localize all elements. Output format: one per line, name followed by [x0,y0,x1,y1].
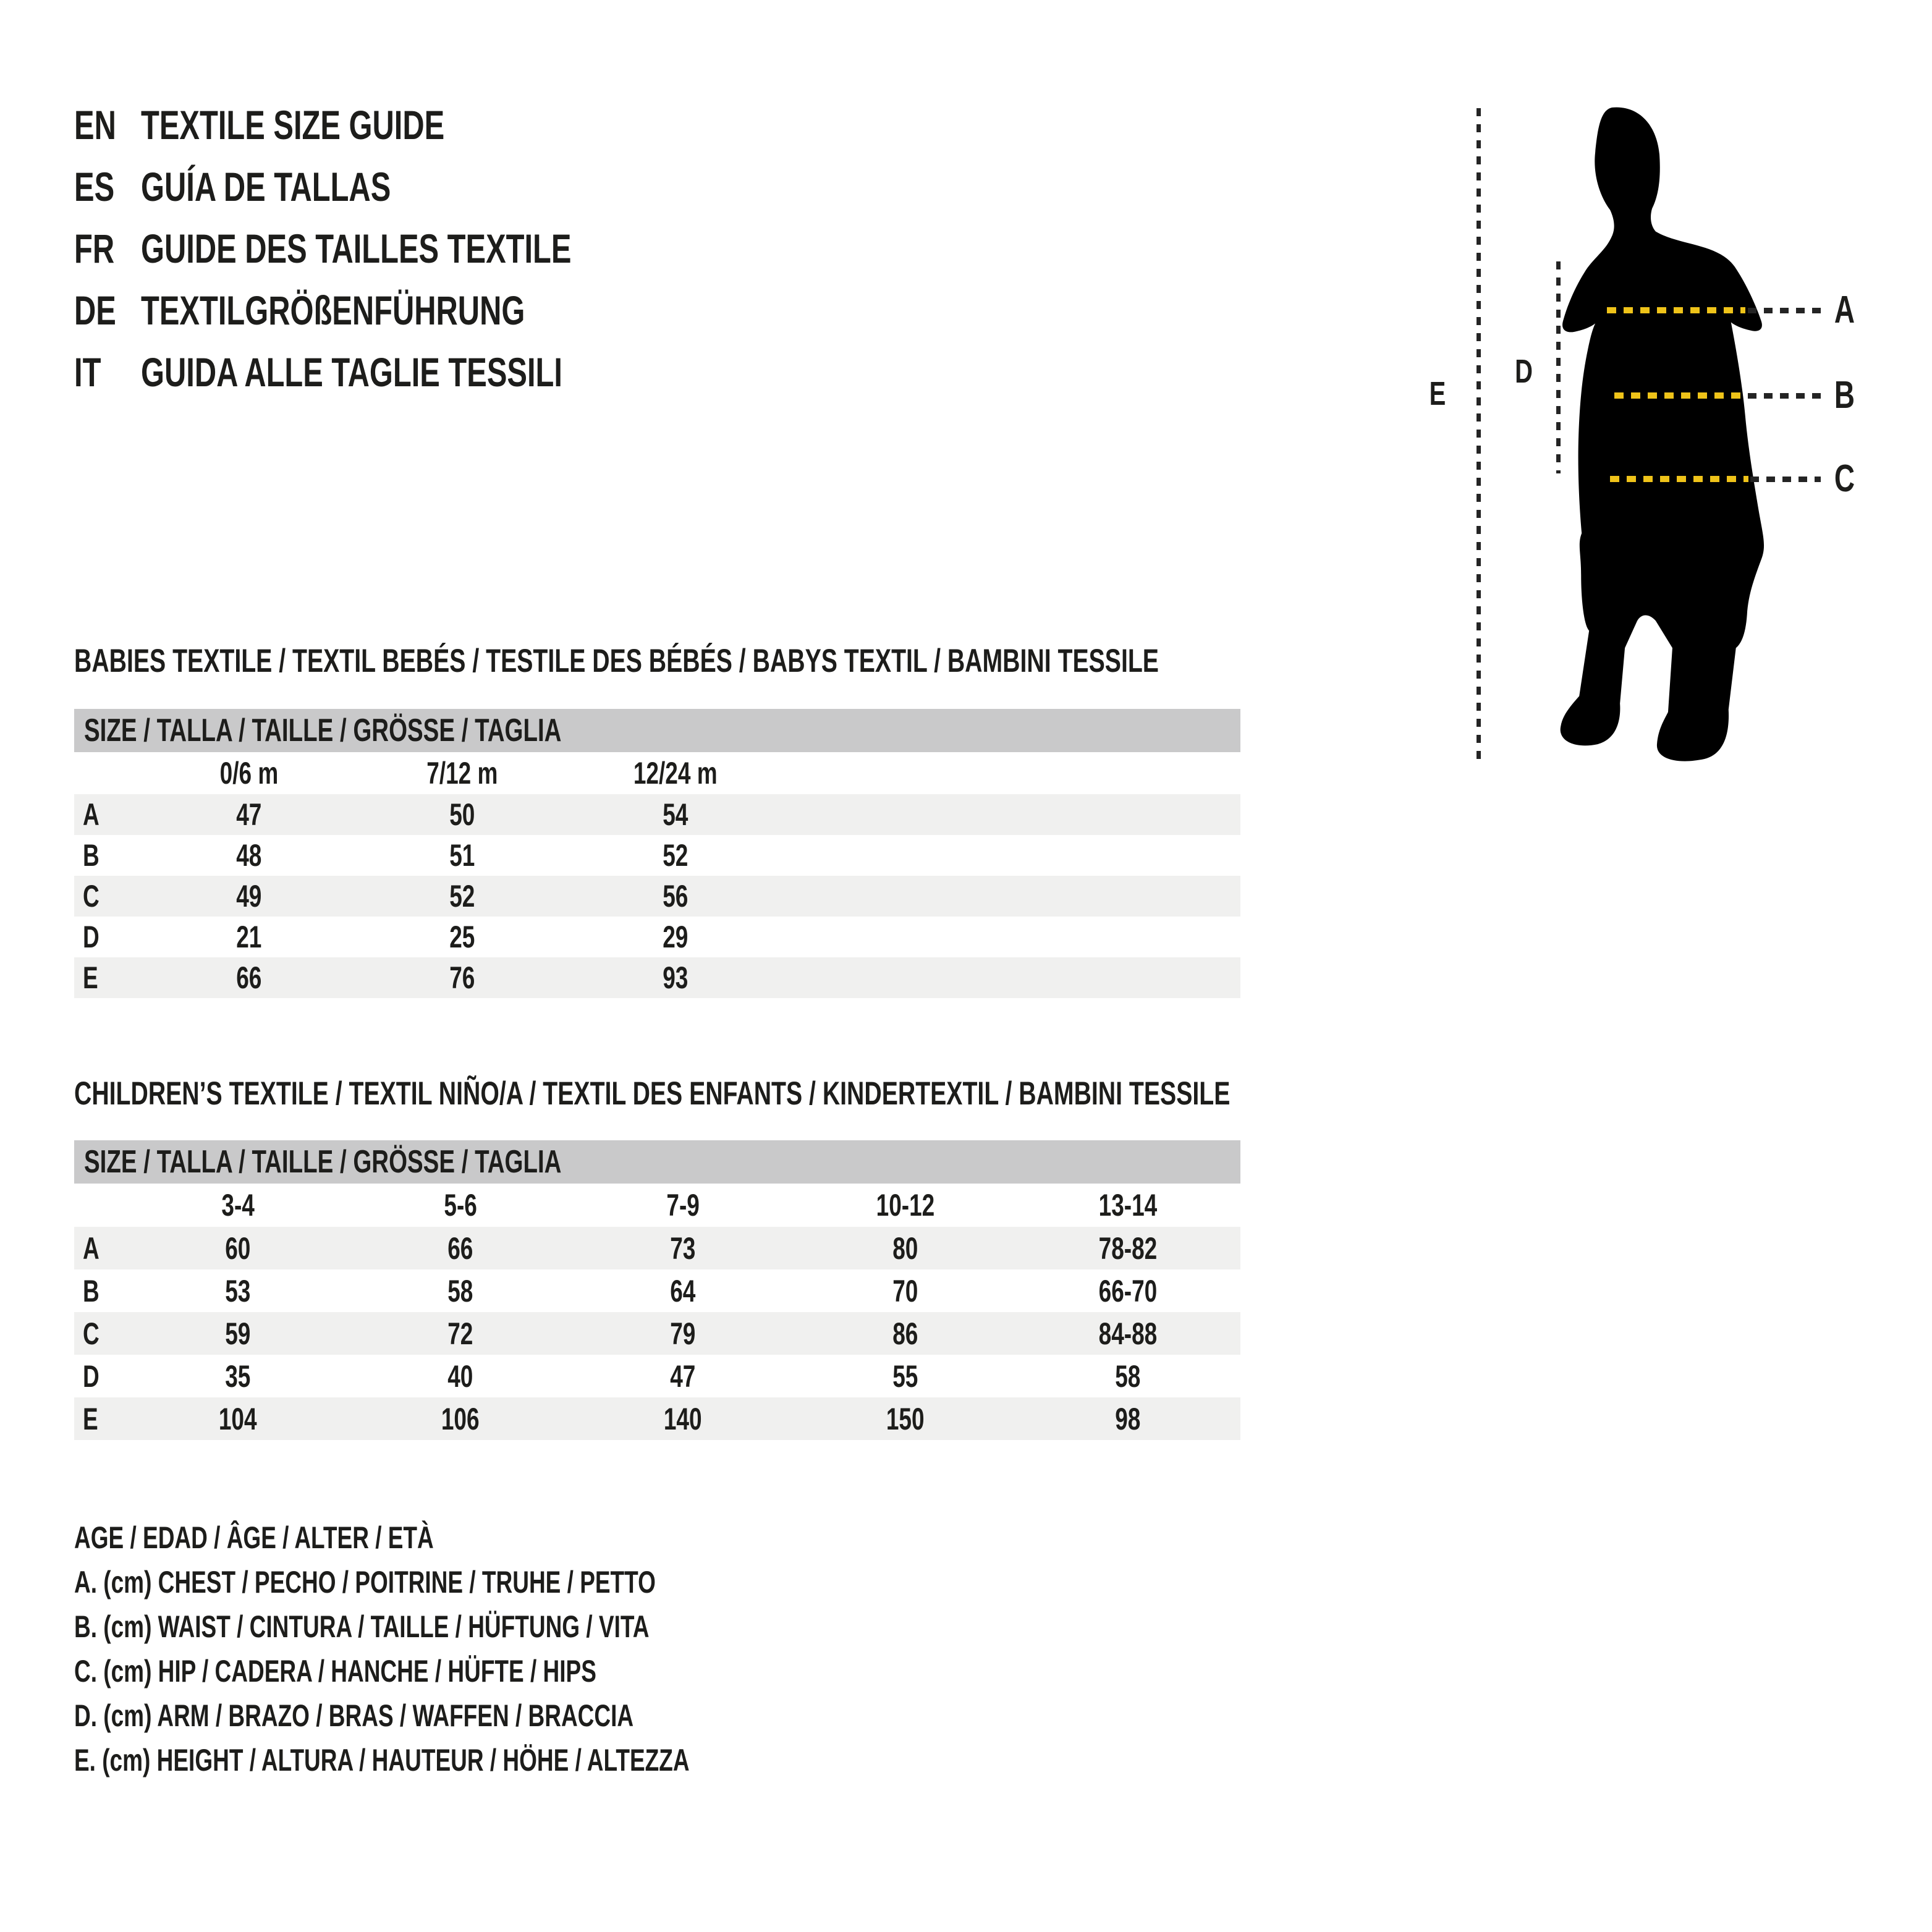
children-col-1: 5-6 [444,1188,477,1222]
legend-chest: A. (cm) CHEST / PECHO / POITRINE / TRUHE / PETTO [74,1565,656,1599]
legend-height: E. (cm) HEIGHT / ALTURA / HAUTEUR / HÖHE / ALTEZZA [74,1743,690,1777]
table-row: C 59 72 79 86 84-88 [74,1312,1240,1355]
babies-size-bar: SIZE / TALLA / TAILLE / GRÖSSE / TAGLIA [74,709,1240,752]
table-row: D 21 25 29 [83,920,688,954]
hip-line-dark [1750,477,1821,482]
chest-line-dark [1748,308,1821,313]
waist-line-dark [1748,393,1821,399]
chest-line-yellow [1607,307,1745,313]
page-title-it: GUIDA ALLE TAGLIE TESSILI [141,349,562,395]
children-col-2: 7-9 [666,1188,700,1222]
children-col-4: 13-14 [1098,1188,1158,1222]
table-row: E 66 76 93 [74,957,1240,998]
babies-col-0: 0/6 m [219,756,278,790]
children-col-3: 10-12 [876,1188,935,1222]
table-row: E 104 106 140 150 98 [74,1397,1240,1440]
language-row-en [74,94,722,156]
legend-age: AGE / EDAD / ÂGE / ALTER / ETÀ [74,1520,434,1555]
label-c: C [1834,457,1855,500]
page-title-de: TEXTILGRÖßENFÜHRUNG [141,287,525,333]
babies-col-1: 7/12 m [426,756,498,790]
child-silhouette [1520,104,1786,770]
legend-arm: D. (cm) ARM / BRAZO / BRAS / WAFFEN / BRACCIA [74,1698,634,1733]
label-e: E [1429,375,1446,412]
waist-line-yellow [1614,392,1742,399]
babies-header-row [74,752,1240,794]
lang-code-en: EN [74,102,116,148]
children-header-row [74,1184,1240,1227]
lang-code-it: IT [74,349,101,395]
babies-size-table [74,752,1240,998]
label-a: A [1834,289,1855,331]
lang-code-fr: FR [74,226,115,271]
babies-section-heading: BABIES TEXTILE / TEXTIL BEBÉS / TESTILE DES BÉBÉS / BABYS TEXTIL / BAMBINI TESSILE [74,643,1159,679]
children-size-table [74,1184,1240,1440]
table-row: A 47 50 54 [74,794,1240,835]
table-row: B 53 58 64 70 66-70 [83,1273,1158,1308]
legend-waist: B. (cm) WAIST / CINTURA / TAILLE / HÜFTUNG / VITA [74,1609,650,1644]
measurement-legend [74,1515,905,1782]
table-row: C 49 52 56 [74,876,1240,917]
child-silhouette-svg [1520,104,1786,770]
page-title-en: TEXTILE SIZE GUIDE [141,102,445,148]
lang-code-de: DE [74,287,116,333]
babies-col-2: 12/24 m [633,756,718,790]
hip-line-yellow [1610,476,1748,482]
table-row: D 35 40 47 55 58 [83,1358,1141,1394]
language-row-de [74,279,722,341]
children-col-0: 3-4 [221,1188,255,1222]
page-title-es: GUÍA DE TALLAS [141,164,391,210]
language-title-block [74,94,722,403]
language-row-es [74,156,722,218]
table-row: B 48 51 52 [83,838,688,873]
table-row: A 60 66 73 80 78-82 [74,1227,1240,1269]
label-b: B [1834,374,1855,417]
language-row-fr [74,218,722,279]
legend-hip: C. (cm) HIP / CADERA / HANCHE / HÜFTE / HIPS [74,1654,596,1688]
language-row-it [74,341,722,403]
children-section-heading: CHILDREN’S TEXTILE / TEXTIL NIÑO/A / TEXTIL DES ENFANTS / KINDERTEXTIL / BAMBINI TESSILE [74,1075,1231,1112]
children-size-bar: SIZE / TALLA / TAILLE / GRÖSSE / TAGLIA [74,1140,1240,1184]
page-title-fr: GUIDE DES TAILLES TEXTILE [141,226,572,271]
lang-code-es: ES [74,164,115,210]
label-d: D [1515,353,1533,390]
